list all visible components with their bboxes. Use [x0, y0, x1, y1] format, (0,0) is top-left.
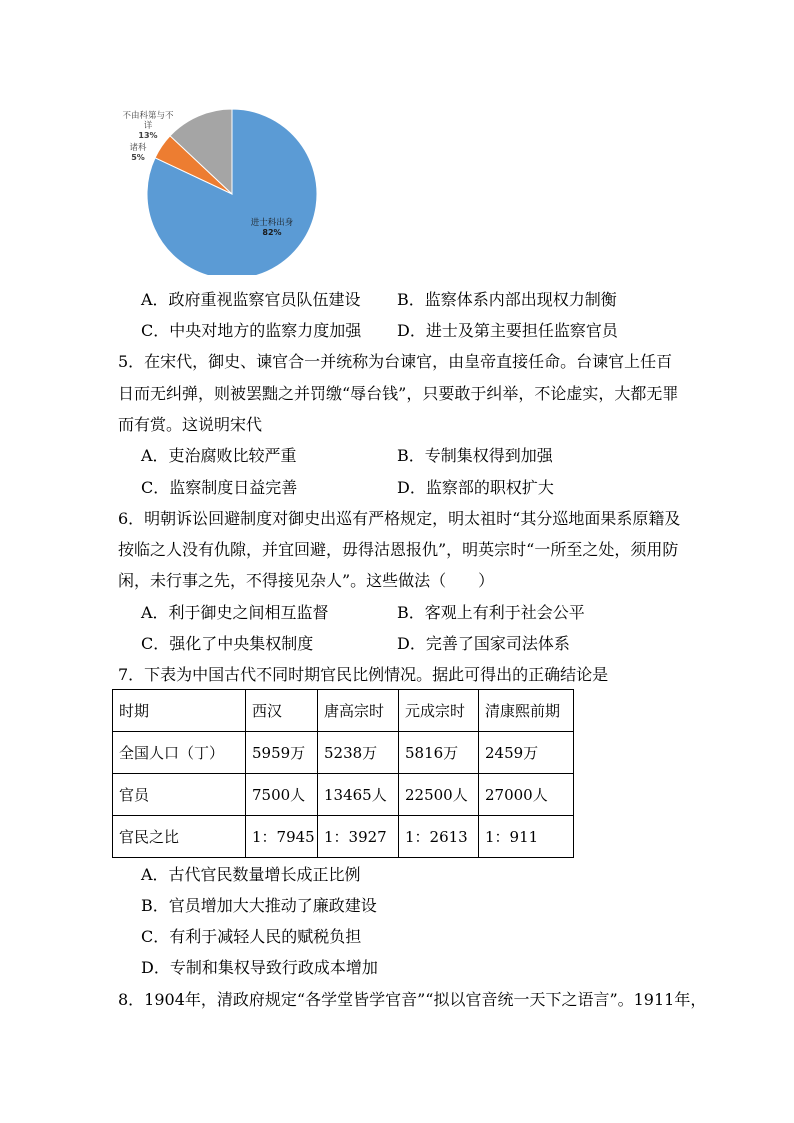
- table-cell: 7500人: [246, 774, 318, 816]
- q8-stem-line-1: 8．1904年，清政府规定“各学堂皆学官音”“拟以官音统一天下之语言”。1911年，: [118, 990, 707, 1009]
- table-cell: 1：2613: [399, 816, 479, 858]
- q5-option-b: B．专制集权得到加强: [397, 446, 553, 465]
- table-cell: 唐高宗时: [318, 690, 399, 732]
- q5-stem-line-1: 5．在宋代，御史、谏官合一并统称为台谏官，由皇帝直接任命。台谏官上任百: [118, 352, 673, 371]
- table-cell: 1：3927: [318, 816, 399, 858]
- slice-percent-zhuke: 5%: [131, 153, 145, 162]
- q4-option-b: B．监察体系内部出现权力制衡: [397, 290, 617, 309]
- table-cell: 1：911: [479, 816, 574, 858]
- table-row: [113, 690, 574, 732]
- table-cell: 清康熙前期: [479, 690, 574, 732]
- q7-stem: 7．下表为中国古代不同时期官民比例情况。据此可得出的正确结论是: [118, 665, 609, 684]
- slice-label-zhuke: [129, 142, 147, 162]
- slice-label-zhuke-name: 诸科: [129, 143, 147, 153]
- q6-option-d: D．完善了国家司法体系: [397, 634, 570, 653]
- table-row: [113, 774, 574, 816]
- table-cell: 13465人: [318, 774, 399, 816]
- table-cell: 27000人: [479, 774, 574, 816]
- table-cell: 官员: [113, 774, 246, 816]
- q5-stem-line-2: 日而无纠弹，则被罢黜之并罚缴“辱台钱”，只要敢于纠举，不论虚实，大都无罪: [118, 384, 679, 403]
- slice-label-other-line2: 详: [143, 121, 153, 131]
- q5-option-a: A．吏治腐败比较严重: [141, 446, 297, 465]
- pie-slices: [147, 109, 317, 275]
- table-cell: 西汉: [246, 690, 318, 732]
- q6-stem-line-1: 6．明朝诉讼回避制度对御史出巡有严格规定，明太祖时“其分巡地面果系原籍及: [118, 509, 681, 528]
- q6-option-c: C．强化了中央集权制度: [141, 634, 314, 653]
- q6-option-a: A．利于御史之间相互监督: [141, 603, 329, 622]
- table-cell: 官民之比: [113, 816, 246, 858]
- slice-label-jinshi-name: 进士科出身: [250, 218, 294, 228]
- table-cell: 2459万: [479, 732, 574, 774]
- table-row: [113, 816, 574, 858]
- q6-stem-line-3: 闲，未行事之先，不得接见杂人”。这些做法（ ）: [118, 571, 495, 590]
- table-cell: 元成宗时: [399, 690, 479, 732]
- q7-option-a: A．古代官民数量增长成正比例: [141, 865, 361, 884]
- q7-option-d: D．专制和集权导致行政成本增加: [141, 958, 378, 977]
- q5-stem-line-3: 而有赏。这说明宋代: [118, 415, 263, 434]
- slice-label-other-line1: 不由科第与不: [122, 111, 174, 121]
- pie-chart: [108, 100, 338, 275]
- table-cell: 全国人口（丁）: [113, 732, 246, 774]
- slice-label-other: [122, 110, 174, 140]
- official-ratio-table: [112, 689, 574, 858]
- table-cell: 时期: [113, 690, 246, 732]
- q4-option-c: C．中央对地方的监察力度加强: [141, 321, 362, 340]
- slice-percent-jinshi: 82%: [262, 228, 282, 237]
- q7-option-b: B．官员增加大大推动了廉政建设: [141, 896, 377, 915]
- table-cell: 5959万: [246, 732, 318, 774]
- table-row: [113, 732, 574, 774]
- slice-percent-other: 13%: [138, 131, 158, 140]
- q5-option-c: C．监察制度日益完善: [141, 478, 298, 497]
- table-cell: 5238万: [318, 732, 399, 774]
- q5-option-d: D．监察部的职权扩大: [397, 478, 554, 497]
- table-cell: 5816万: [399, 732, 479, 774]
- q4-option-d: D．进士及第主要担任监察官员: [397, 321, 618, 340]
- q4-option-a: A．政府重视监察官员队伍建设: [141, 290, 361, 309]
- q6-stem-line-2: 按临之人没有仇隙，并宜回避，毋得沽恩报仇”，明英宗时“一所至之处，须用防: [118, 540, 679, 559]
- table-cell: 22500人: [399, 774, 479, 816]
- q6-option-b: B．客观上有利于社会公平: [397, 603, 585, 622]
- q7-option-c: C．有利于减轻人民的赋税负担: [141, 927, 362, 946]
- table-cell: 1：7945: [246, 816, 318, 858]
